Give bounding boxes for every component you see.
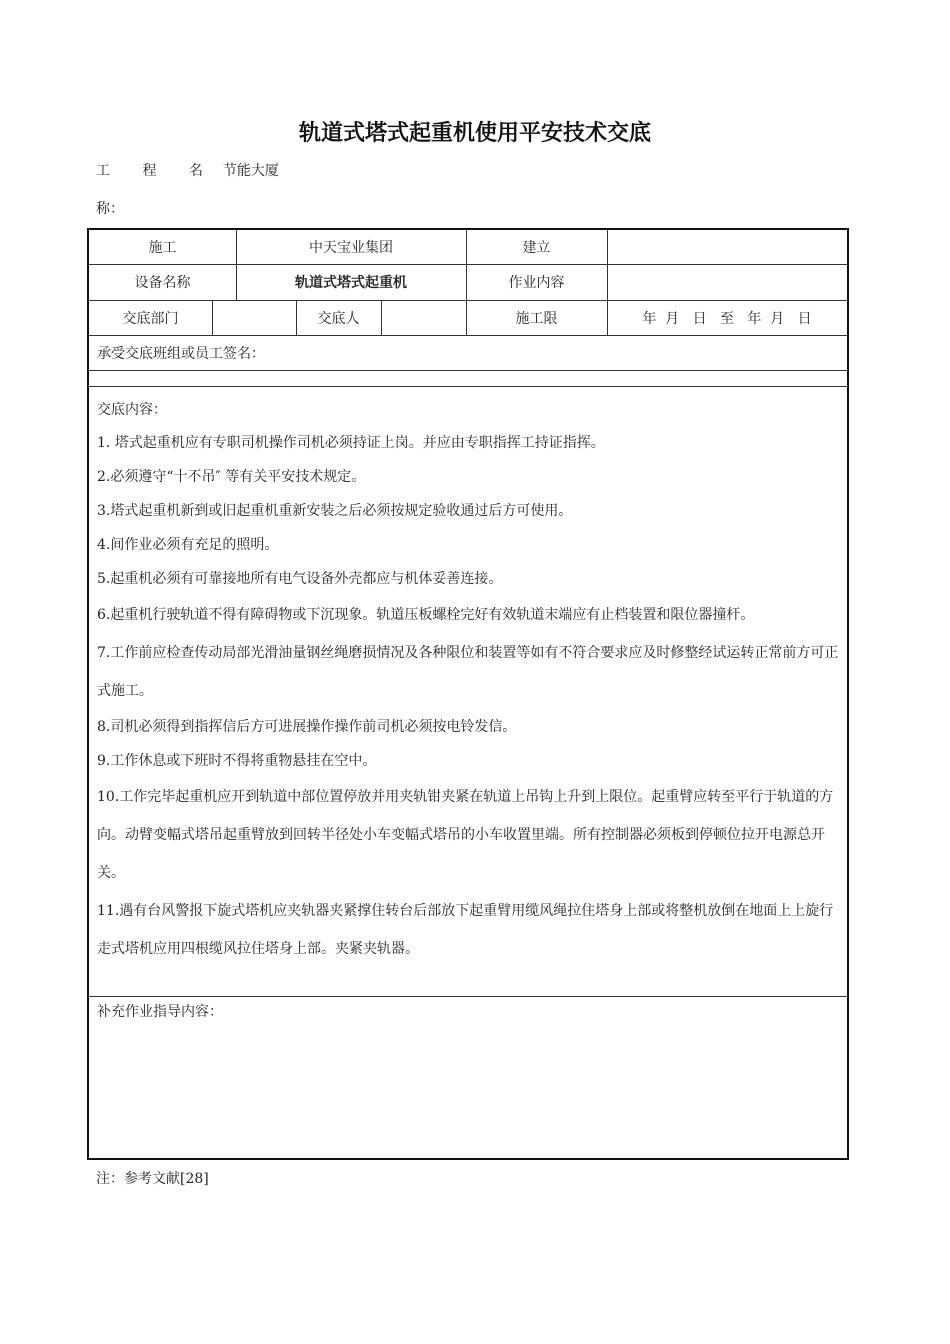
work-content-label: 作业内容	[508, 275, 565, 291]
project-name-label: 工 程 名	[96, 163, 217, 179]
construction-period-label: 施工限	[515, 310, 558, 327]
discloser-label: 交底人	[317, 310, 360, 327]
content-item: 4.间作业必须有充足的照明。	[97, 537, 279, 553]
project-name-value: 节能大厦	[222, 163, 279, 179]
supplement-label: 补充作业指导内容：	[97, 1004, 223, 1020]
project-name-label-cont: 称：	[96, 201, 124, 217]
signature-label: 承受交底班组或员工签名：	[97, 345, 265, 362]
content-item: 8.司机必须得到指挥信后方可进展操作操作前司机必须按电铃发信。	[97, 719, 517, 735]
disclosure-table	[87, 228, 849, 1160]
project-name-line	[96, 160, 279, 180]
discloser-value	[381, 300, 466, 335]
construction-value: 中天宝业集团	[309, 240, 393, 256]
content-item: 3.塔式起重机新到或旧起重机重新安装之后必须按规定验收通过后方可使用。	[97, 503, 573, 519]
reference-note: 注：参考文献[28]	[96, 1171, 209, 1187]
disclosure-content	[97, 394, 841, 968]
construction-period-value: 年 月 日 至 年 月 日	[642, 310, 812, 327]
content-item: 1. 塔式起重机应有专职司机操作司机必须持证上岗。并应由专职指挥工持证指挥。	[97, 435, 605, 451]
disclosure-dept-label: 交底部门	[122, 310, 179, 327]
content-item: 5.起重机必须有可靠接地所有电气设备外壳都应与机体妥善连接。	[97, 571, 503, 587]
supervision-value	[607, 230, 847, 264]
supervision-label: 建立	[522, 240, 551, 256]
construction-label: 施工	[148, 240, 177, 256]
content-item: 7.工作前应检查传动局部光滑油量钢丝绳磨损情况及各种限位和装置等如有不符合要求应及时修整经试运转正常前方可正式施工。	[97, 645, 839, 699]
content-item: 11.遇有台风警报下旋式塔机应夹轨器夹紧撑住转台后部放下起重臂用缆风绳拉住塔身上部或将整机放倒在地面上上旋行走式塔机应用四根缆风拉住塔身上部。夹紧夹轨器。	[97, 903, 834, 957]
content-item: 9.工作休息或下班时不得将重物悬挂在空中。	[97, 753, 377, 769]
equipment-name-label: 设备名称	[134, 275, 191, 291]
equipment-name-value: 轨道式塔式起重机	[295, 275, 407, 291]
content-item: 2.必须遵守“十不吊″ 等有关平安技术规定。	[97, 469, 366, 485]
disclosure-dept-value	[212, 300, 296, 335]
work-content-value	[607, 264, 847, 300]
content-item: 6.起重机行驶轨道不得有障碍物或下沉现象。轨道压板螺栓完好有效轨道末端应有止档装置和限位器撞杆。	[97, 607, 755, 623]
content-header: 交底内容：	[97, 402, 167, 418]
document-title: 轨道式塔式起重机使用平安技术交底	[298, 121, 651, 146]
content-item: 10.工作完毕起重机应开到轨道中部位置停放并用夹轨钳夹紧在轨道上吊钩上升到上限位。起重臂应转至平行于轨道的方向。动臂变幅式塔吊起重臂放到回转半径处小车变幅式塔吊的小车收置里端。所有控制器必须板到停顿位拉开电源总开关。	[97, 789, 834, 881]
